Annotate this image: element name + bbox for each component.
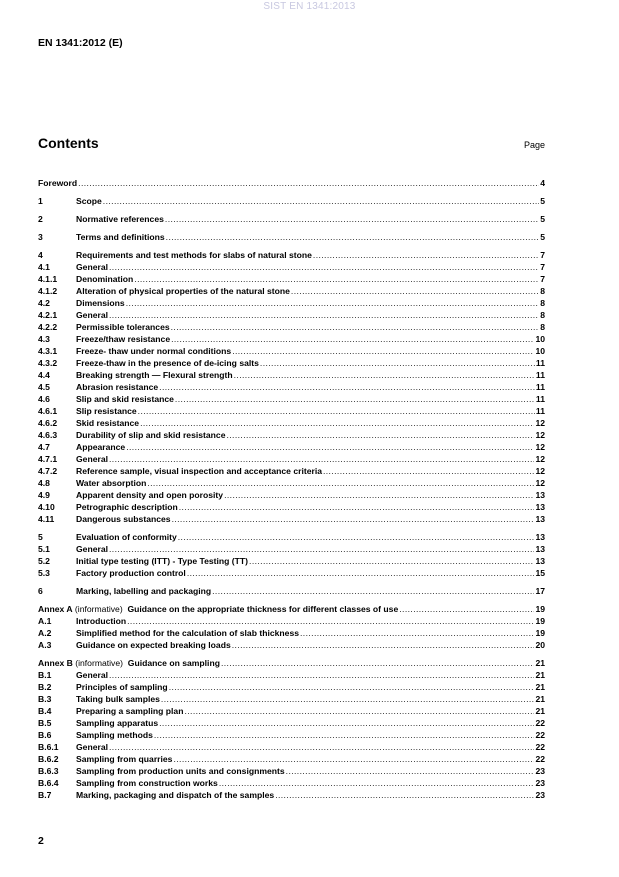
annex-title: Guidance on sampling (127, 658, 220, 668)
toc-entry-title: Breaking strength — Flexural strength (76, 370, 233, 380)
toc-entry-title: Normative references (76, 214, 164, 224)
toc-entry-page: 13 (535, 532, 545, 542)
toc-entry[interactable] (38, 297, 545, 309)
toc-entry-page: 12 (535, 478, 545, 488)
annex-type: (informative) (72, 658, 128, 668)
toc-entry[interactable] (38, 261, 545, 273)
toc-entry-title: General (76, 310, 109, 320)
annex-title: Guidance on the appropriate thickness for different classes of use (127, 604, 399, 614)
toc-entry-page: 5 (540, 196, 545, 206)
toc-entry-page: 8 (540, 310, 545, 320)
dot-leader (166, 231, 540, 243)
toc-entry[interactable] (38, 615, 545, 627)
dot-leader (224, 489, 534, 501)
toc-entry[interactable] (38, 585, 545, 597)
toc-entry-number: 4.3.1 (38, 346, 58, 356)
toc-entry-title: General (76, 262, 109, 272)
toc-entry-title: Marking, packaging and dispatch of the samples (76, 790, 275, 800)
dot-leader (140, 417, 534, 429)
toc-entry[interactable] (38, 555, 545, 567)
toc-entry-title: Sampling from production units and consignments (76, 766, 285, 776)
toc-entry-title: Skid resistance (76, 418, 140, 428)
toc-entry-title: Terms and definitions (76, 232, 165, 242)
dot-leader (221, 657, 535, 669)
dot-leader (172, 513, 535, 525)
toc-entry-number: 4.11 (38, 514, 55, 524)
toc-entry-page: 5 (540, 232, 545, 242)
table-of-contents (38, 177, 545, 801)
toc-entry[interactable] (38, 777, 545, 789)
toc-entry-number: 4 (38, 250, 43, 260)
dot-leader (260, 357, 535, 369)
toc-entry-number: B.3 (38, 694, 52, 704)
toc-entry-number: 5.2 (38, 556, 50, 566)
dot-leader (134, 273, 539, 285)
toc-entry-title: Guidance on expected breaking loads (76, 640, 231, 650)
toc-entry[interactable] (38, 285, 545, 297)
toc-entry-number: 4.6.1 (38, 406, 58, 416)
dot-leader (161, 693, 535, 705)
toc-entry-page: 17 (535, 586, 545, 596)
toc-entry-page: 21 (535, 706, 545, 716)
toc-entry-title: Slip and skid resistance (76, 394, 174, 404)
toc-entry-title: Initial type testing (ITT) - Type Testing (TT) (76, 556, 249, 566)
toc-entry-page: 11 (535, 394, 545, 404)
toc-entry[interactable] (38, 393, 545, 405)
toc-entry-title: Water absorption (76, 478, 147, 488)
toc-entry-page: 13 (535, 490, 545, 500)
toc-entry[interactable] (38, 639, 545, 651)
toc-entry[interactable] (38, 441, 545, 453)
toc-entry-number: B.6 (38, 730, 52, 740)
toc-entry-number: 5.3 (38, 568, 50, 578)
toc-entry-page: 13 (535, 556, 545, 566)
toc-entry[interactable] (38, 789, 545, 801)
dot-leader (232, 345, 534, 357)
dot-leader (159, 381, 535, 393)
contents-heading: Contents (38, 135, 99, 151)
toc-entry-number: A.2 (38, 628, 52, 638)
toc-entry-number: B.4 (38, 706, 52, 716)
dot-leader (109, 309, 539, 321)
toc-entry[interactable] (38, 381, 545, 393)
toc-entry-number: 4.6.3 (38, 430, 58, 440)
toc-entry-title (38, 657, 220, 669)
toc-entry-number: 4.6.2 (38, 418, 58, 428)
toc-entry-number: 4.2 (38, 298, 50, 308)
toc-entry-page: 11 (535, 358, 545, 368)
toc-entry-page: 7 (540, 250, 545, 260)
dot-leader (286, 765, 535, 777)
toc-entry[interactable] (38, 543, 545, 555)
toc-entry-page: 23 (535, 778, 545, 788)
dot-leader (212, 585, 534, 597)
toc-entry-number: 1 (38, 196, 43, 206)
toc-entry-title: Slip resistance (76, 406, 137, 416)
toc-entry-title: Taking bulk samples (76, 694, 160, 704)
toc-entry-page: 22 (535, 754, 545, 764)
toc-entry[interactable] (38, 429, 545, 441)
toc-entry-title: Sampling from quarries (76, 754, 173, 764)
toc-entry-page: 23 (535, 766, 545, 776)
toc-entry[interactable] (38, 753, 545, 765)
toc-entry-page: 13 (535, 514, 545, 524)
dot-leader (179, 501, 535, 513)
dot-leader (178, 531, 535, 543)
toc-entry-page: 8 (540, 322, 545, 332)
toc-entry[interactable] (38, 489, 545, 501)
toc-entry[interactable] (38, 717, 545, 729)
toc-entry-page: 12 (535, 418, 545, 428)
toc-entry-title: Evaluation of conformity (76, 532, 177, 542)
toc-entry[interactable] (38, 681, 545, 693)
toc-entry-page: 15 (535, 568, 545, 578)
dot-leader (232, 639, 535, 651)
toc-entry-page: 8 (540, 298, 545, 308)
toc-entry[interactable] (38, 309, 545, 321)
toc-entry-number: 4.3.2 (38, 358, 58, 368)
toc-entry-title: Reference sample, visual inspection and acceptance criteria (76, 466, 322, 476)
toc-entry[interactable] (38, 213, 545, 225)
toc-entry-page: 21 (535, 694, 545, 704)
toc-entry-page: 7 (540, 262, 545, 272)
toc-entry-number: 4.2.2 (38, 322, 58, 332)
toc-entry-page: 21 (535, 658, 545, 668)
toc-entry-number: 4.2.1 (38, 310, 58, 320)
toc-entry-page: 10 (535, 334, 545, 344)
dot-leader (109, 669, 534, 681)
dot-leader (159, 717, 534, 729)
toc-entry-page: 19 (535, 616, 545, 626)
dot-leader (187, 567, 535, 579)
dot-leader (171, 321, 540, 333)
toc-entry-title: Denomination (76, 274, 134, 284)
page-number: 2 (38, 835, 44, 847)
toc-entry-number: 4.7.1 (38, 454, 58, 464)
dot-leader (78, 177, 539, 189)
dot-leader (226, 429, 534, 441)
toc-entry-page: 19 (535, 628, 545, 638)
toc-entry-title: Requirements and test methods for slabs of natural stone (76, 250, 312, 260)
toc-entry[interactable] (38, 417, 545, 429)
dot-leader (300, 627, 534, 639)
toc-entry-title: Scope (76, 196, 102, 206)
dot-leader (109, 543, 534, 555)
toc-entry-page: 21 (535, 682, 545, 692)
toc-entry-title: Simplified method for the calculation of slab thickness (76, 628, 299, 638)
toc-entry[interactable] (38, 765, 545, 777)
toc-entry[interactable] (38, 195, 545, 207)
toc-entry[interactable] (38, 321, 545, 333)
dot-leader (171, 333, 534, 345)
toc-entry[interactable] (38, 627, 545, 639)
toc-entry-page: 10 (535, 346, 545, 356)
dot-leader (165, 213, 539, 225)
toc-entry[interactable] (38, 231, 545, 243)
toc-entry-page: 22 (535, 718, 545, 728)
toc-entry-page: 5 (540, 214, 545, 224)
toc-entry-title: Sampling from construction works (76, 778, 218, 788)
toc-entry-title: Dangerous substances (76, 514, 171, 524)
toc-entry-page: 20 (535, 640, 545, 650)
dot-leader (234, 369, 535, 381)
toc-entry-number: A.3 (38, 640, 52, 650)
document-id: EN 1341:2012 (E) (38, 37, 123, 49)
toc-entry[interactable] (38, 729, 545, 741)
toc-entry-title: Petrographic description (76, 502, 178, 512)
dot-leader (313, 249, 539, 261)
toc-entry-number: 4.7.2 (38, 466, 58, 476)
toc-entry-number: 4.5 (38, 382, 50, 392)
toc-entry-page: 12 (535, 430, 545, 440)
dot-leader (138, 405, 535, 417)
toc-entry[interactable] (38, 357, 545, 369)
dot-leader (173, 753, 534, 765)
toc-entry[interactable] (38, 603, 545, 615)
toc-entry[interactable] (38, 177, 545, 189)
toc-entry-number: 4.6 (38, 394, 50, 404)
toc-entry-number: 4.4 (38, 370, 50, 380)
toc-entry-title: Permissible tolerances (76, 322, 170, 332)
toc-entry[interactable] (38, 273, 545, 285)
toc-entry-number: 5 (38, 532, 43, 542)
toc-entry[interactable] (38, 567, 545, 579)
dot-leader (109, 261, 539, 273)
toc-entry-number: 4.8 (38, 478, 50, 488)
toc-entry-page: 12 (535, 454, 545, 464)
dot-leader (291, 285, 539, 297)
toc-entry-number: B.6.3 (38, 766, 59, 776)
toc-entry-page: 19 (535, 604, 545, 614)
dot-leader (126, 297, 540, 309)
toc-entry-page: 22 (535, 742, 545, 752)
toc-entry-title: Freeze-thaw in the presence of de-icing salts (76, 358, 259, 368)
toc-entry-title: Sampling apparatus (76, 718, 159, 728)
toc-entry-number: B.6.2 (38, 754, 59, 764)
toc-entry[interactable] (38, 513, 545, 525)
dot-leader (249, 555, 534, 567)
dot-leader (147, 477, 534, 489)
toc-entry-page: 22 (535, 730, 545, 740)
toc-entry-number: B.7 (38, 790, 52, 800)
toc-entry-title: Appearance (76, 442, 126, 452)
toc-entry-title: Principles of sampling (76, 682, 168, 692)
toc-entry-number: 4.3 (38, 334, 50, 344)
toc-entry-page: 12 (535, 442, 545, 452)
toc-entry-title: Factory production control (76, 568, 186, 578)
toc-entry-page: 12 (535, 466, 545, 476)
toc-entry-page: 4 (540, 178, 545, 188)
annex-type: (informative) (72, 604, 128, 614)
dot-leader (109, 453, 534, 465)
toc-entry-page: 11 (535, 406, 545, 416)
toc-entry-number: A.1 (38, 616, 52, 626)
toc-entry[interactable] (38, 657, 545, 669)
toc-entry-page: 13 (535, 544, 545, 554)
dot-leader (154, 729, 535, 741)
dot-leader (169, 681, 535, 693)
toc-entry-title: Freeze/thaw resistance (76, 334, 171, 344)
toc-entry-number: 5.1 (38, 544, 50, 554)
page-column-label: Page (523, 140, 545, 150)
toc-entry-number: 6 (38, 586, 43, 596)
toc-entry-page: 13 (535, 502, 545, 512)
toc-entry-number: B.2 (38, 682, 52, 692)
toc-entry-title: Marking, labelling and packaging (76, 586, 212, 596)
toc-entry[interactable] (38, 405, 545, 417)
toc-entry[interactable] (38, 477, 545, 489)
toc-entry-title: General (76, 454, 109, 464)
toc-entry-number: 3 (38, 232, 43, 242)
toc-entry-title: Durability of slip and skid resistance (76, 430, 226, 440)
toc-entry-title: Freeze- thaw under normal conditions (76, 346, 232, 356)
toc-entry-title: General (76, 544, 109, 554)
dot-leader (127, 615, 534, 627)
toc-entry[interactable] (38, 741, 545, 753)
toc-entry[interactable] (38, 465, 545, 477)
toc-entry-page: 7 (540, 274, 545, 284)
dot-leader (184, 705, 534, 717)
toc-entry[interactable] (38, 369, 545, 381)
toc-entry-number: B.5 (38, 718, 52, 728)
toc-entry-title: Abrasion resistance (76, 382, 159, 392)
toc-entry[interactable] (38, 501, 545, 513)
toc-entry-title: General (76, 742, 109, 752)
toc-entry-title: General (76, 670, 109, 680)
toc-entry[interactable] (38, 345, 545, 357)
toc-entry-title: Alteration of physical properties of the natural stone (76, 286, 290, 296)
toc-entry-number: B.6.1 (38, 742, 59, 752)
toc-entry[interactable] (38, 453, 545, 465)
annex-label: Annex B (38, 658, 73, 668)
toc-entry-number: 2 (38, 214, 43, 224)
toc-entry[interactable] (38, 705, 545, 717)
toc-entry-number: 4.9 (38, 490, 50, 500)
toc-entry-page: 8 (540, 286, 545, 296)
toc-entry[interactable] (38, 333, 545, 345)
dot-leader (399, 603, 534, 615)
toc-entry-page: 23 (535, 790, 545, 800)
watermark: SIST EN 1341:2013 (263, 1, 356, 12)
toc-entry-number: B.1 (38, 670, 52, 680)
toc-entry-title: Foreword (38, 178, 78, 188)
toc-entry-title: Introduction (76, 616, 127, 626)
toc-entry-title: Dimensions (76, 298, 125, 308)
toc-entry-number: 4.1 (38, 262, 50, 272)
toc-entry[interactable] (38, 669, 545, 681)
toc-entry-title: Sampling methods (76, 730, 153, 740)
toc-entry-page: 11 (535, 370, 545, 380)
toc-entry[interactable] (38, 249, 545, 261)
toc-entry-number: 4.10 (38, 502, 55, 512)
toc-entry-title (38, 603, 398, 615)
toc-entry-title: Preparing a sampling plan (76, 706, 184, 716)
dot-leader (275, 789, 534, 801)
toc-entry-page: 11 (535, 382, 545, 392)
annex-label: Annex A (38, 604, 73, 614)
dot-leader (109, 741, 534, 753)
dot-leader (103, 195, 539, 207)
toc-entry-number: B.6.4 (38, 778, 59, 788)
dot-leader (219, 777, 535, 789)
dot-leader (323, 465, 534, 477)
toc-entry-title: Apparent density and open porosity (76, 490, 224, 500)
toc-entry-number: 4.1.2 (38, 286, 58, 296)
toc-entry[interactable] (38, 531, 545, 543)
toc-entry-page: 21 (535, 670, 545, 680)
toc-entry-number: 4.1.1 (38, 274, 58, 284)
toc-entry-number: 4.7 (38, 442, 50, 452)
toc-entry[interactable] (38, 693, 545, 705)
dot-leader (175, 393, 535, 405)
dot-leader (126, 441, 534, 453)
